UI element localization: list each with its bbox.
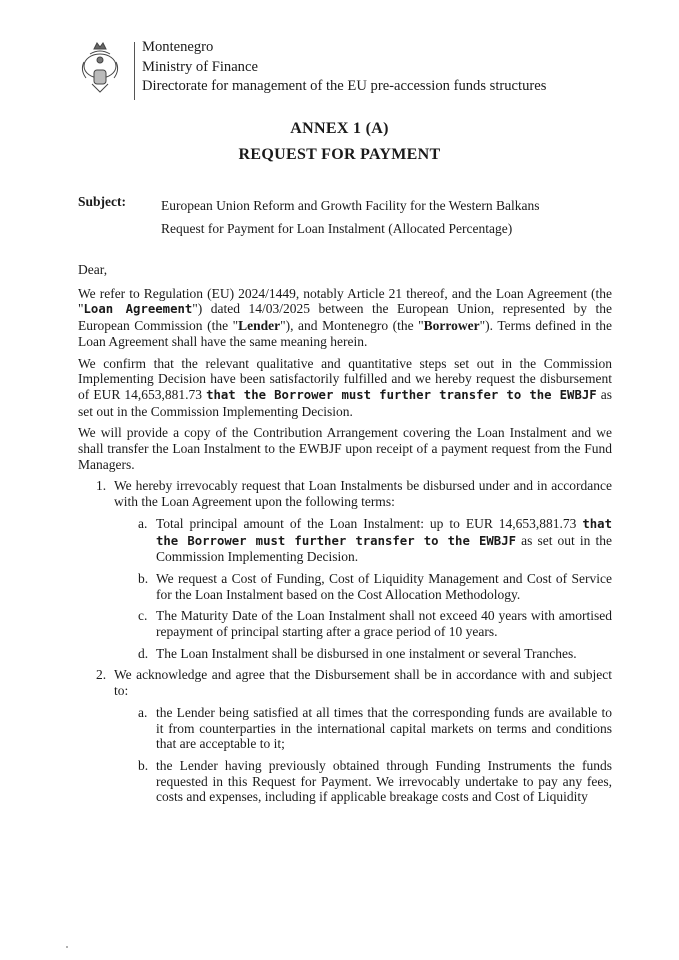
subject-text [161,194,539,240]
list-item-1d [78,646,612,662]
list-number: 2. [96,667,107,683]
terms-list [78,478,612,805]
paragraph-1-text: "). Terms defined in the Loan Agreement shall have the same meaning herein. [78,318,612,349]
list-item-text: The Maturity Date of the Loan Instalment shall not exceed 40 years with amortised repayment of principal starting after a grace period of 10 years. [156,608,612,640]
list-item-1c [78,608,612,639]
scan-speck [66,946,68,948]
ministry-name: Ministry of Finance [142,58,258,75]
list-letter: b. [138,757,149,773]
subject-line-2: Request for Payment for Loan Instalment (Allocated Percentage) [161,221,513,236]
list-item-text: Total principal amount of the Loan Instalment: up to EUR 14,653,881.73 [156,515,583,531]
list-letter: a. [138,704,148,720]
subject-label: Subject: [78,194,126,209]
list-item-2 [78,667,612,698]
paragraph-1-text: ") dated 14/03/2025 between the European Union, represented by the European Commission (the " [78,301,612,334]
directorate-name: Directorate for management of the EU pre-accession funds structures [142,78,547,94]
list-item-text: The Loan Instalment shall be disbursed in one instalment or several Tranches. [156,645,577,661]
list-item-text: the Lender having previously obtained through Funding Instruments the funds requested in this Request for Payment. We irrevocably undertake to pay any fees, costs and expenses, including if applicable breakage costs and Cost of Liquidity [156,757,612,805]
ewbjf-transfer-clause: that the Borrower must further transfer to the EWBJF [206,387,597,402]
document-heading: REQUEST FOR PAYMENT [238,146,441,163]
list-letter: d. [138,645,149,661]
ewbjf-transfer-clause: that the Borrower must further transfer to the EWBJF [156,516,612,548]
paragraph-1 [78,286,612,350]
subject-line-1: European Union Reform and Growth Facility for the Western Balkans [161,198,540,213]
annex-title: ANNEX 1 (A) [290,120,389,137]
paragraph-2 [78,356,612,420]
paragraph-1-text: We refer to Regulation (EU) 2024/1449, notably Article 21 thereof, and the Loan Agreement (the " [78,285,612,317]
letterhead-text [142,38,546,97]
list-letter: a. [138,515,148,531]
list-item-text: We hereby irrevocably request that Loan Instalments be disbursed under and in accordance with the Loan Agreement upon the following terms: [114,478,612,510]
list-number: 1. [96,478,107,494]
list-item-2a [78,705,612,752]
country-name: Montenegro [142,39,214,55]
borrower-term: Borrower [423,318,480,334]
list-item-text: We acknowledge and agree that the Disbursement shall be in accordance with and subject to: [114,667,612,699]
list-item-1b [78,571,612,602]
paragraph-3: We will provide a copy of the Contribution Arrangement covering the Loan Instalment and we shall transfer the Loan Instalment to the EWBJF upon receipt of a payment request from the Fund Managers. [78,425,612,472]
montenegro-coat-of-arms-icon [78,40,122,98]
loan-agreement-term: Loan Agreement [83,302,193,317]
list-item-1 [78,478,612,509]
list-item-text: the Lender being satisfied at all times that the corresponding funds are available to it from counterparties in the international capital markets on terms and conditions that are acceptable to it; [156,704,612,752]
paragraph-1-text: "), and Montenegro (the " [280,318,424,334]
list-letter: b. [138,570,149,586]
letterhead-divider [134,42,135,100]
list-item-text: We request a Cost of Funding, Cost of Liquidity Management and Cost of Service for the Loan Instalment based on the Cost Allocation Methodology. [156,570,612,602]
list-letter: c. [138,608,148,624]
list-item-text: as set out in the Commission Implementing Decision. [156,532,612,565]
letter-body [78,262,612,811]
paragraph-2-text: as set out in the Commission Implementing Decision. [78,386,612,419]
paragraph-2-text: We confirm that the relevant qualitative and quantitative steps set out in the Commission Implementing Decision have been satisfactorily fulfilled and we hereby request the disbursement of EUR 14,653,881.73 [78,355,612,402]
list-item-2b [78,758,612,805]
salutation: Dear, [78,262,108,277]
list-item-1a [78,516,612,565]
lender-term: Lender [238,318,281,334]
